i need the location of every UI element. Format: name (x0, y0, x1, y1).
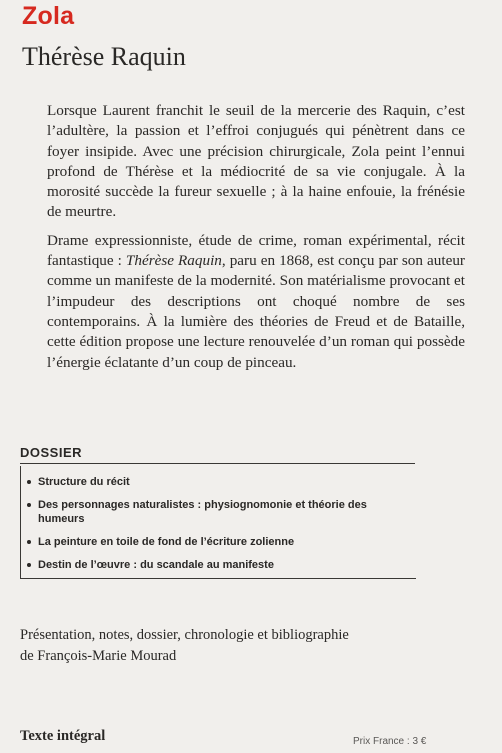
blurb-paragraph-2-end: , paru en 1868, est conçu par son auteur comme un manifeste de la modernité. Son matérialisme provocant et l’impudeur des descriptions ont choqué nombre de ses contemporains. À la lumière des théories de Freud et de Bataille, cette édition propose une lecture renouvelée d’un roman qui possède l’énergie éclatante d’un coup de pinceau. (47, 252, 465, 371)
blurb-paragraph-2-start: Drame expressionniste, étude de crime, roman expérimental, récit fantastique : (47, 231, 465, 270)
back-cover-blurb (47, 101, 465, 381)
editorial-credits (20, 625, 440, 667)
dossier-heading: DOSSIER (20, 445, 415, 464)
full-text-label: Texte intégral (20, 728, 106, 744)
dossier-item: La peinture en toile de fond de l’écriture zolienne (21, 535, 416, 549)
author-name: Zola (22, 2, 75, 30)
blurb-italic-title: Thérèse Raquin (125, 252, 222, 270)
dossier-item: Structure du récit (21, 475, 416, 489)
book-title: Thérèse Raquin (22, 42, 186, 71)
credits-line-1: Présentation, notes, dossier, chronologie et bibliographie (20, 627, 349, 643)
credits-line-2: de François-Marie Mourad (20, 648, 177, 664)
dossier-item: Des personnages naturalistes : physiognomonie et théorie des humeurs (21, 498, 416, 526)
blurb-paragraph-1: Lorsque Laurent franchit le seuil de la mercerie des Raquin, c’est l’adultère, la passion et l’effroi conjugués qui pénètrent dans ce foyer insipide. Avec une précision chirurgicale, Zola peint l’ennui profond de Thérèse et la médiocrité de sa vie conjugale. À la morosité succède la fureur sexuelle ; à la haine enfouie, la frénésie de meurtre. (47, 102, 465, 221)
price-label: Prix France : 3 € (353, 736, 427, 747)
dossier-item: Destin de l’œuvre : du scandale au manifeste (21, 558, 416, 572)
dossier-list (20, 466, 416, 579)
blurb-paragraph-2 (47, 231, 465, 373)
